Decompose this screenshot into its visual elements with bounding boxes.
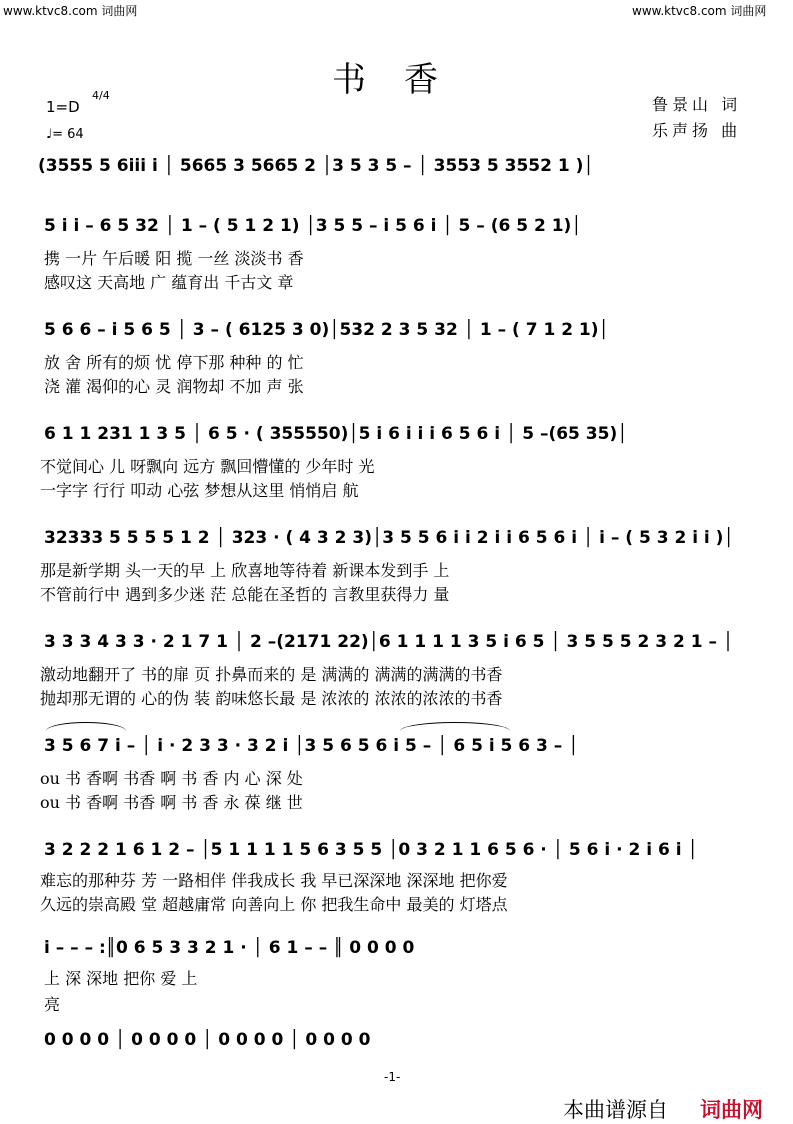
score-system-2-lyric-verse-2: 感叹这 天高地 广 蕴育出 千古文 章 [44,273,294,292]
score-system-7-lyric-verse-2: ou 书 香啊 书香 啊 书 香 永 葆 继 世 [40,793,303,812]
score-system-2-lyric-verse-1: 携 一片 午后暖 阳 揽 一丝 淡淡书 香 [44,249,304,268]
score-system-3-notes: 5 6 6 – i̇ 5 6 5 │ 3 – ( 6125 3 0)│532 2 3 5 32 │ 1 – ( 7 1 2 1)│ [44,320,609,340]
song-title: 书香 [332,60,476,100]
source-label: 本曲谱源自 [563,1098,668,1122]
score-system-6-lyric-verse-2: 抛却那无谓的 心的伪 装 韵味悠长最 是 浓浓的 浓浓的浓浓的书香 [40,689,503,708]
score-system-9-notes: i̇ – – – :║0 6 5 3 3 2 1 · │ 6 1 – – ║ 0 0 0 0 [44,938,415,958]
score-system-4-lyric-verse-1: 不觉间心 儿 呀飘向 远方 飘回懵懂的 少年时 光 [40,457,375,476]
site-watermark-right: www.ktvc8.com 词曲网 [632,4,767,18]
score-system-7-lyric-verse-1: ou 书 香啊 书香 啊 书 香 内 心 深 处 [40,769,303,788]
score-system-7-notes: 3 5 6 7 i̇ – │ i̇ · 2 3 3 · 3 2 i̇ │3 5 6 5 6 i̇ 5 – │ 6 5 i̇ 5 6 3 – │ [44,736,579,756]
score-system-8-lyric-verse-1: 难忘的那种芬 芳 一路相伴 伴我成长 我 早已深深地 深深地 把你爱 [40,871,508,890]
score-system-2-notes: 5 i̇ i̇ – 6 5 32 │ 1 – ( 5 1 2 1) │3 5 5 – i̇ 5 6 i̇ │ 5 – (6 5 2 1)│ [44,216,582,236]
score-system-6-lyric-verse-1: 激动地翻开了 书的扉 页 扑鼻而来的 是 满满的 满满的满满的书香 [40,665,503,684]
time-signature: 4/4 [92,89,110,102]
score-system-6-notes: 3 3 3 4 3 3 · 2 1 7 1 │ 2 –(2171 22)│6 1 1 1 1 3 5 i̇ 6 5 │ 3 5 5 5 2 3 2 1 – │ [44,632,734,652]
score-system-8-lyric-verse-2: 久远的崇高殿 堂 超越庸常 向善向上 你 把我生命中 最美的 灯塔点 [40,895,508,914]
score-system-5-notes: 32333 5 5 5 5 1 2 │ 323 · ( 4 3 2 3)│3 5 5 6 i̇ i̇ 2 i̇ i̇ 6 5 6 i̇ │ i̇ – ( 5 3 2 i̇ i̇ )│ [44,528,734,548]
score-system-9-lyric-verse-2: 亮 [44,995,61,1014]
score-system-4-lyric-verse-2: 一字字 行行 叩动 心弦 梦想从这里 悄悄启 航 [40,481,359,500]
score-system-1-notes: (3555 5 6i̇i̇i̇ i̇ │ 5665 3 5665 2 │3 5 3 5 – │ 3553 5 3552 1 )│ [38,156,594,176]
source-site-logo[interactable]: 词曲网 [700,1098,763,1122]
score-system-8-notes: 3 2 2 2 1 6 1 2 – │5 1 1 1 1 5 6 3 5 5 │0 3 2 1 1 6 5 6 · │ 5 6 i̇ · 2 i̇ 6 i̇ │ [44,840,698,860]
score-system-9-lyric-verse-1: 上 深 深地 把你 爱 上 [44,969,198,988]
lyricist-credit: 鲁景山 词 [652,95,742,114]
tempo-marking: ♩= 64 [46,127,84,142]
score-system-5-lyric-verse-2: 不管前行中 遇到多少迷 茫 总能在圣哲的 言教里获得力 量 [40,585,450,604]
score-system-4-notes: 6 1 1 231 1 3 5 │ 6 5 · ( 355550)│5 i̇ 6 i̇ i̇ i̇ 6 5 6 i̇ │ 5 –(65 35)│ [44,424,628,444]
score-system-3-lyric-verse-1: 放 舍 所有的烦 忧 停下那 种种 的 忙 [44,353,304,372]
score-system-5-lyric-verse-1: 那是新学期 头一天的早 上 欣喜地等待着 新课本发到手 上 [40,561,450,580]
score-system-10-notes: 0 0 0 0 │ 0 0 0 0 │ 0 0 0 0 │ 0 0 0 0 [44,1030,371,1050]
score-system-3-lyric-verse-2: 浇 灌 渴仰的心 灵 润物却 不加 声 张 [44,377,304,396]
page-number: -1- [384,1070,401,1084]
key-signature: 1=D [46,98,80,116]
site-watermark-left: www.ktvc8.com 词曲网 [3,4,138,18]
composer-credit: 乐声扬 曲 [652,121,742,140]
